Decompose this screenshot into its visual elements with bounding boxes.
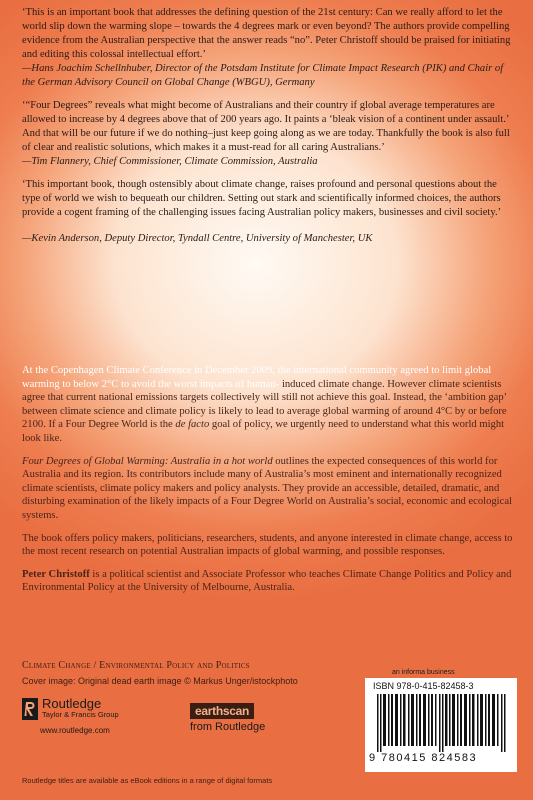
endorsement-quote (22, 178, 514, 246)
cover-image-credit: Cover image: Original dead earth image © Markus Unger/istockphoto (22, 676, 298, 686)
earthscan-logo (190, 702, 265, 733)
quote-text: ‘“Four Degrees” reveals what might become of Australians and their country if global average temperatures are allowed to increase by 4 degrees above that of 200 years ago. It paints a ‘bleak vision of a continent under assault.’ And that will be our future if we do nothing–just keep going along as we are today. Thankfully the book is also full of clear and realistic solutions, which makes it a must-read for all caring Australians.’ (22, 100, 510, 153)
author-name: Peter Christoff (22, 568, 90, 580)
routledge-logo (22, 698, 119, 720)
quote-attribution: —Kevin Anderson, Deputy Director, Tyndall Centre, University of Manchester, UK (22, 233, 373, 244)
isbn-label: ISBN 978-0-415-82458-3 (373, 681, 474, 691)
endorsements (22, 6, 514, 255)
quote-attribution: —Hans Joachim Schellnhuber, Director of the Potsdam Institute for Climate Impact Research (PIK) and Chair of the German Advisory Council on Global Change (WBGU), Germany (22, 63, 504, 88)
description-paragraph (22, 364, 516, 446)
barcode-icon (377, 694, 507, 752)
informa-tag: an informa business (392, 669, 455, 676)
endorsement-quote (22, 99, 514, 169)
earthscan-sub: from Routledge (190, 721, 266, 733)
description-italic: de facto (175, 419, 210, 431)
earthscan-wordmark: earthscan (190, 703, 254, 719)
author-bio-text: is a political scientist and Associate Professor who teaches Climate Change Politics and Policy and Environmental Policy at the University of Melbourne, Australia. (22, 568, 512, 594)
ebook-note: Routledge titles are available as eBook editions in a range of digital formats (22, 776, 273, 785)
description-paragraph: The book offers policy makers, politicians, researchers, students, and anyone interested in climate change, access to the most recent research on potential Australian impacts of global warming, and possible responses. (22, 532, 513, 558)
barcode-digits: 9 780415 824583 (369, 752, 478, 764)
description-text: induced climate change. However climate scientists agree that current national emissions targets collectively will still not achieve this goal. Instead, the ‘ambition gap’ between climate science and climate policy is likely to lead to average global warming of around 4°C by or before 2100. If a Four Degree World is the (22, 378, 507, 431)
author-bio (22, 568, 516, 595)
subject-categories: Climate Change / Environmental Policy and Politics (22, 660, 250, 671)
description-text: outlines the expected consequences of this world for Australia and its region. Its contributors include many of Australia’s most eminent and internationally recognized climate scientists, climate policy makers and policy analysts. They provide an accessible, detailed, dramatic, and disturbing examination of the likely impacts of a Four Degree World on Australia’s social, economic and ecological systems. (22, 455, 512, 521)
quote-text: ‘This is an important book that addresses the defining question of the 21st century: Can we really afford to let the world slip down the warming slope – towards the 4 degrees mark or even beyond? The authors provide compelling evidence from the Australian perspective that the answer reads “no”. Peter Christoff should be praised for initiating and editing this colossal intellectual effort.’ (22, 7, 511, 60)
publisher-group: Taylor & Francis Group (42, 710, 119, 719)
description-paragraph (22, 455, 516, 523)
description-text: goal of policy, we urgently need to understand what this world might look like. (22, 419, 505, 444)
routledge-r-icon (22, 698, 38, 720)
book-title: Four Degrees of Global Warming: Australia in a hot world (22, 455, 273, 467)
publisher-url: www.routledge.com (40, 726, 110, 735)
description-lead: At the Copenhagen Climate Conference in December 2009, the international community agreed to limit global warming to below 2°C to avoid the worst impacts of human- (22, 365, 492, 390)
endorsement-quote (22, 6, 514, 90)
quote-text: ‘This important book, though ostensibly about climate change, raises profound and personal questions about the type of world we wish to bequeath our children. Setting out stark and scientifically informed choices, the authors provide a cogent framing of the challenging issues facing Australian policy makers, businesses and civil society.’ (22, 179, 502, 218)
barcode (365, 678, 517, 772)
publisher-name: Routledge (42, 696, 102, 711)
quote-attribution: —Tim Flannery, Chief Commissioner, Climate Commission, Australia (22, 156, 318, 167)
book-description (22, 364, 516, 604)
